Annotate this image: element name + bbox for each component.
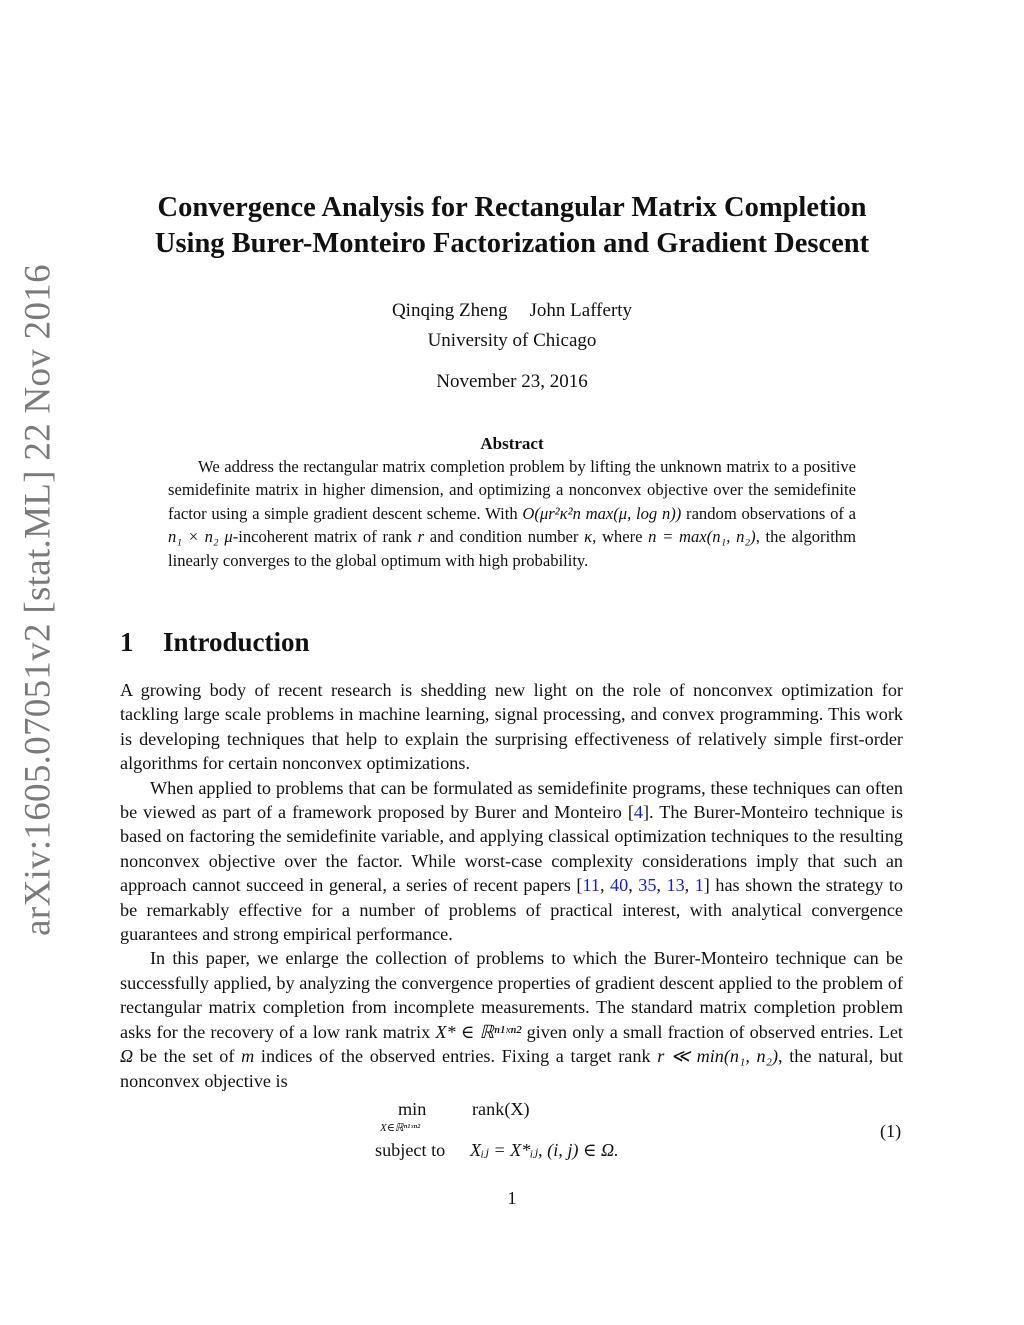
citation-link[interactable]: 40 xyxy=(610,875,629,896)
paragraph: In this paper, we enlarge the collection of problems to which the Burer-Monteiro technique can be successfully applied, by analyzing the convergence properties of gradient descent applied to the problem of rectangular matrix completion from incomplete measurements. The standard matrix completion problem asks for the recovery of a low rank matrix X* ∈ ℝⁿ¹ˣⁿ² given only a small fraction of observed entries. Let Ω be the set of m indices of the observed entries. Fixing a target rank r ≪ min(n₁, n₂), the natural, but nonconvex objective is xyxy=(120,948,903,1091)
section-heading xyxy=(120,624,310,660)
paragraph: When applied to problems that can be formulated as semidefinite programs, these techniques can often be viewed as part of a framework proposed by Burer and Monteiro [4]. The Burer-Monteiro technique is based on factoring the semidefinite variable, and applying classical optimization techniques to the resulting nonconvex objective over the factor. While worst-case complexity considerations imply that such an approach cannot succeed in general, a series of recent papers [11, 40, 35, 13, 1] has shown the strategy to be remarkably effective for a number of problems of practical interest, with analytical convergence guarantees and strong empirical performance. xyxy=(120,777,904,945)
math-inline: n₁ × n₂ μ xyxy=(168,527,233,547)
citation-link[interactable]: 11 xyxy=(582,875,600,896)
publication-date: November 23, 2016 xyxy=(436,371,588,392)
math-inline: κ xyxy=(584,527,593,547)
math-inline: m xyxy=(241,1046,255,1067)
abstract-text: We address the rectangular matrix completion problem by lifting the unknown matrix to a positive semidefinite matrix in higher dimension, and optimizing a nonconvex objective over the semidefinite factor using a simple gradient descent scheme. With O(μr²κ²n max(μ, log n)) random observations of a n₁ × n₂ μ-incoherent matrix of rank r and condition number κ, where n = max(n₁, n₂), the algorithm linearly converges to the global optimum with high probability. xyxy=(168,457,857,570)
affiliation: University of Chicago xyxy=(427,330,597,351)
math-inline: O(μr²κ²n max(μ, log n)) xyxy=(522,503,682,523)
equation-constraint: Xᵢⱼ = X*ᵢⱼ, (i, j) ∈ Ω. xyxy=(470,1140,619,1160)
title-line-2: Using Burer-Monteiro Factorization and Gradient Descent xyxy=(154,228,870,259)
abstract-heading: Abstract xyxy=(480,434,544,453)
title-line-1: Convergence Analysis for Rectangular Matrix Completion xyxy=(157,192,867,223)
author-block xyxy=(0,296,1024,356)
math-inline: Ω xyxy=(120,1046,134,1067)
equation-min: min xyxy=(398,1099,427,1119)
citation-link[interactable]: 35 xyxy=(638,875,657,896)
arxiv-id: arXiv:1605.07051v2 [stat.ML] 22 Nov 2016 xyxy=(17,264,59,936)
section-title: Introduction xyxy=(163,627,310,657)
paragraph: A growing body of recent research is shedding new light on the role of nonconvex optimization for tackling large scale problems in machine learning, signal processing, and convex programming. This work is developing techniques that help to explain the surprising effectiveness of relatively simple first-order algorithms for certain nonconvex optimizations. xyxy=(120,680,903,774)
math-inline: r ≪ min(n₁, n₂) xyxy=(657,1046,779,1067)
equation-number: (1) xyxy=(880,1121,902,1141)
equation-objective: rank(X) xyxy=(472,1099,530,1119)
equation-1 xyxy=(0,1095,1024,1167)
math-inline: X* ∈ ℝⁿ¹ˣⁿ² xyxy=(435,1021,522,1042)
equation-subject-to: subject to xyxy=(375,1140,446,1160)
citation-link[interactable]: 4 xyxy=(633,802,643,823)
math-inline: n = max(n₁, n₂) xyxy=(648,527,756,547)
author-name: John Lafferty xyxy=(529,300,633,321)
body-text xyxy=(120,678,903,1093)
author-name: Qinqing Zheng xyxy=(391,300,508,321)
equation-subscript: X∈ℝⁿ¹ˣⁿ² xyxy=(380,1122,421,1134)
math-inline: r xyxy=(417,527,425,547)
paper-title xyxy=(0,190,1024,262)
citation-link[interactable]: 1 xyxy=(694,875,704,896)
page-number: 1 xyxy=(507,1188,517,1208)
section-number: 1 xyxy=(120,627,134,657)
citation-link[interactable]: 13 xyxy=(666,875,685,896)
